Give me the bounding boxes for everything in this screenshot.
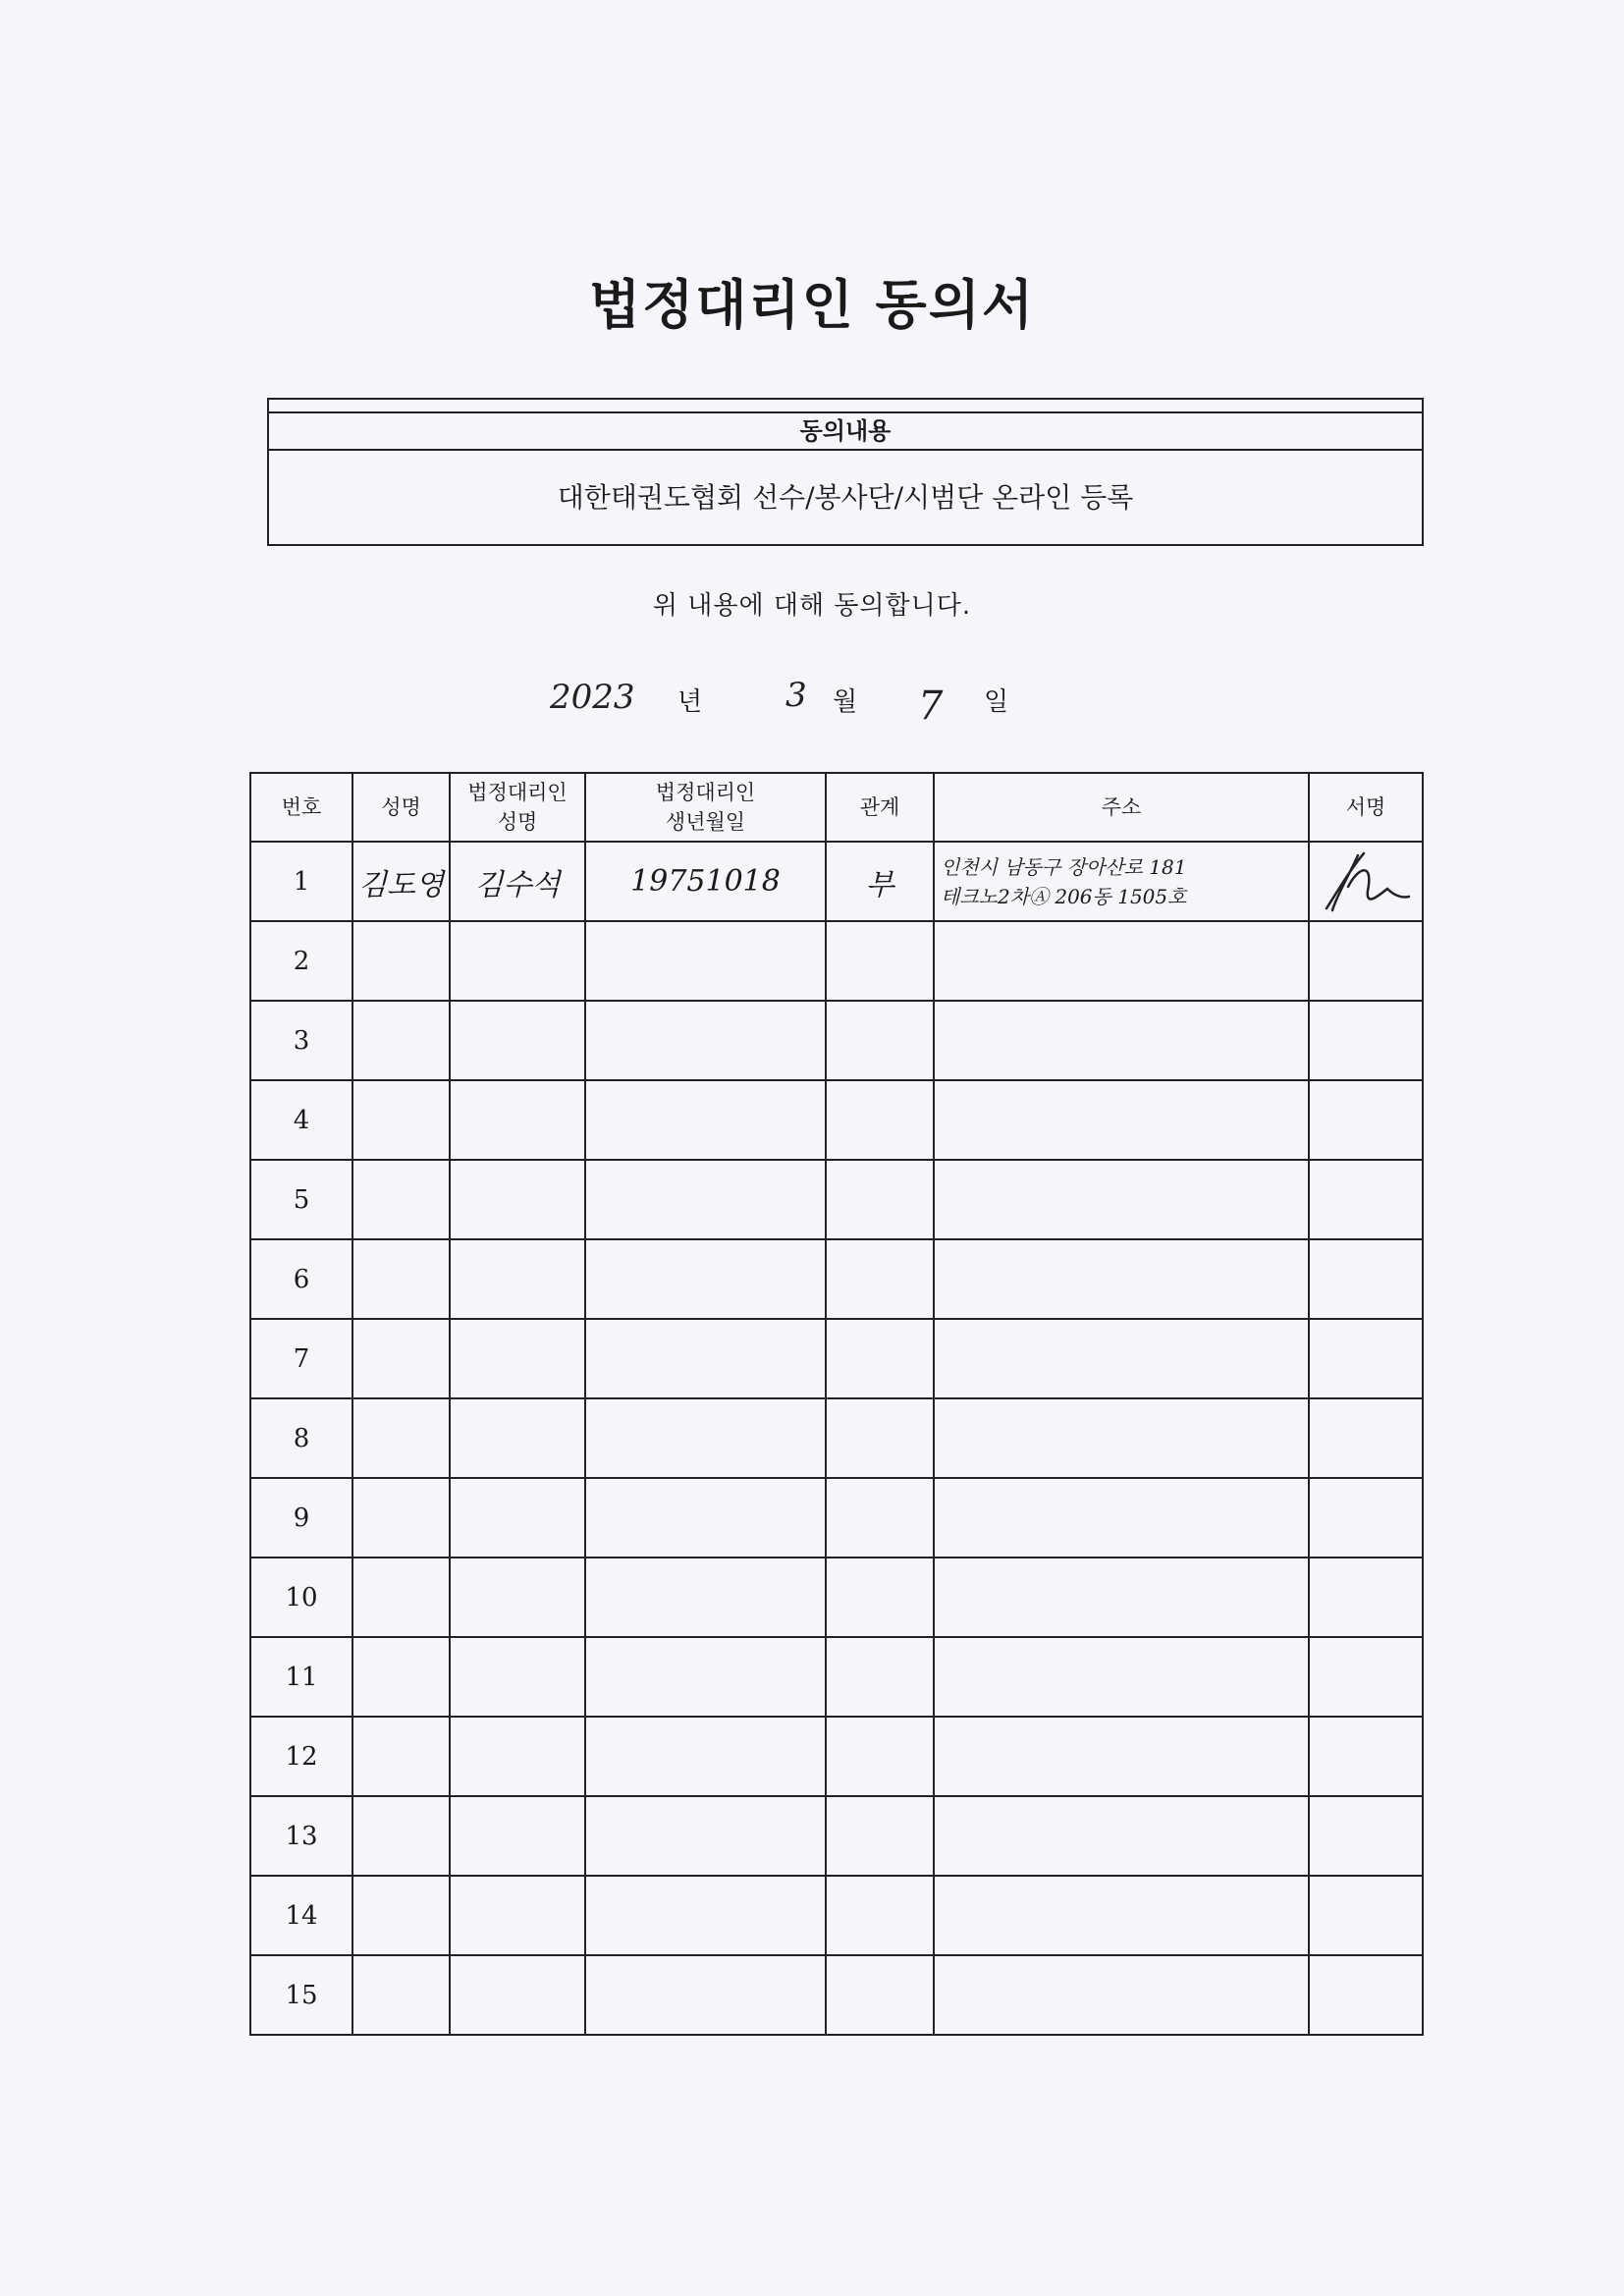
header-address: 주소 <box>934 773 1309 842</box>
table-row <box>250 1398 1423 1478</box>
table-row <box>250 1637 1423 1717</box>
row-signature <box>1309 842 1423 921</box>
table-row <box>250 1319 1423 1398</box>
date-year: 2023 <box>550 678 635 717</box>
header-guardian-birth-line1: 법정대리인 <box>655 781 756 804</box>
table-row <box>250 1876 1423 1955</box>
header-relation: 관계 <box>826 773 934 842</box>
header-guardian-name-line1: 법정대리인 <box>467 781 568 804</box>
table-row <box>250 842 1423 921</box>
table-row <box>250 1478 1423 1558</box>
row-no: 4 <box>250 1080 352 1160</box>
table-row <box>250 1001 1423 1080</box>
row-name: 김도영 <box>352 842 450 921</box>
table-header-row <box>250 773 1423 842</box>
header-guardian-name-line2: 성명 <box>497 810 538 834</box>
table-row <box>250 1558 1423 1637</box>
row-no: 8 <box>250 1398 352 1478</box>
header-guardian-birth <box>585 773 826 842</box>
row-no: 12 <box>250 1717 352 1796</box>
row-relation: 부 <box>826 842 934 921</box>
row-no: 1 <box>250 842 352 921</box>
row-no: 11 <box>250 1637 352 1717</box>
table-row <box>250 1717 1423 1796</box>
header-no: 번호 <box>250 773 352 842</box>
consent-heading: 동의내용 <box>269 411 1422 451</box>
row-no: 6 <box>250 1239 352 1319</box>
consent-content-box <box>267 398 1424 546</box>
row-no: 13 <box>250 1796 352 1876</box>
table-row <box>250 1955 1423 2035</box>
row-address <box>934 842 1309 921</box>
header-guardian-name <box>450 773 585 842</box>
guardian-registration-table <box>249 772 1424 2036</box>
row-guardian-name: 김수석 <box>450 842 585 921</box>
header-guardian-birth-line2: 생년월일 <box>665 810 746 834</box>
row-address-line1: 인천시 남동구 장아산로 181 <box>941 854 1187 879</box>
row-no: 7 <box>250 1319 352 1398</box>
date-day: 7 <box>918 683 944 729</box>
header-signature: 서명 <box>1309 773 1423 842</box>
date-month-label: 월 <box>833 687 858 717</box>
date-day-label: 일 <box>984 687 1009 717</box>
row-no: 10 <box>250 1558 352 1637</box>
signature-mark <box>1319 847 1413 916</box>
table-row <box>250 1160 1423 1239</box>
table-row <box>250 1239 1423 1319</box>
date-line <box>530 670 1119 729</box>
row-no: 14 <box>250 1876 352 1955</box>
row-guardian-birth: 19751018 <box>585 842 826 921</box>
table-row <box>250 921 1423 1001</box>
page-title: 법정대리인 동의서 <box>588 273 1036 336</box>
consent-text: 대한태권도협회 선수/봉사단/시범단 온라인 등록 <box>557 481 1134 514</box>
table-row <box>250 1796 1423 1876</box>
row-no: 5 <box>250 1160 352 1239</box>
agreement-statement: 위 내용에 대해 동의합니다. <box>652 591 972 621</box>
table-row <box>250 1080 1423 1160</box>
date-month: 3 <box>785 676 807 715</box>
date-year-label: 년 <box>677 687 703 717</box>
row-no: 3 <box>250 1001 352 1080</box>
row-no: 9 <box>250 1478 352 1558</box>
row-no: 2 <box>250 921 352 1001</box>
row-no: 15 <box>250 1955 352 2035</box>
row-address-line2: 테크노2차Ⓐ 206동 1505호 <box>941 884 1187 908</box>
header-name: 성명 <box>352 773 450 842</box>
